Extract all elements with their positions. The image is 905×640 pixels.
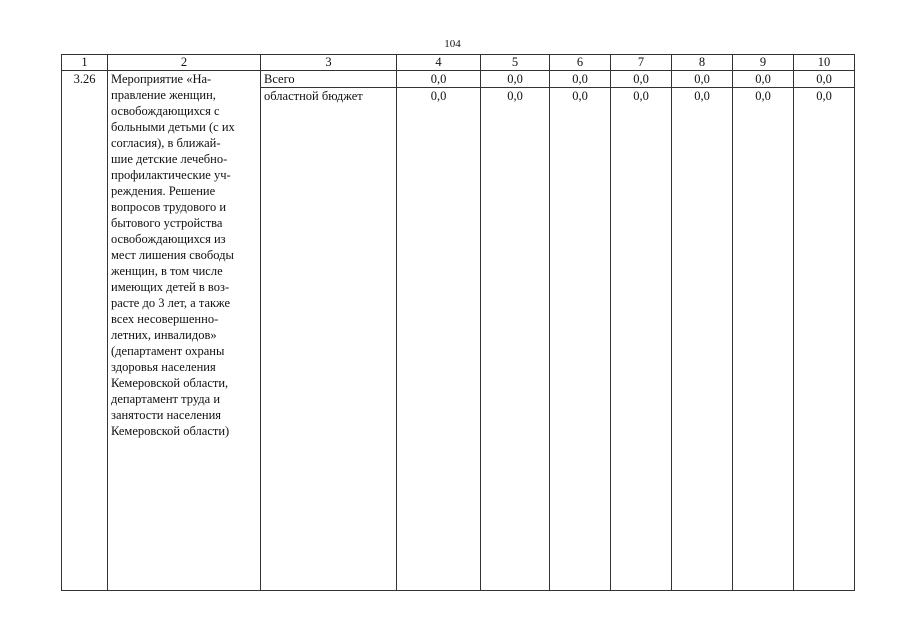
value-cell: 0,0 <box>733 71 794 88</box>
description-line: расте до 3 лет, а также <box>111 296 231 311</box>
description-line: Мероприятие «На- <box>111 72 212 87</box>
header-cell-3: 3 <box>261 55 397 71</box>
value-cell: 0,0 <box>550 71 611 88</box>
value-cell: 0,0 <box>733 88 794 591</box>
value-cell: 0,0 <box>550 88 611 591</box>
page-number: 104 <box>444 38 461 50</box>
budget-table <box>61 54 855 591</box>
header-cell-7: 7 <box>611 55 672 71</box>
header-cell-1: 1 <box>62 55 108 71</box>
description-line: реждения. Решение <box>111 184 216 199</box>
value-cell: 0,0 <box>794 88 855 591</box>
header-row <box>62 55 855 71</box>
row-description <box>108 71 261 591</box>
description-line: здоровья населения <box>111 360 216 375</box>
source-name-total: Всего <box>261 71 397 88</box>
value-cell: 0,0 <box>397 88 481 591</box>
value-cell: 0,0 <box>481 71 550 88</box>
value-cell: 0,0 <box>794 71 855 88</box>
value-cell: 0,0 <box>611 88 672 591</box>
description-line: освобождающихся с <box>111 104 220 119</box>
description-line: мест лишения свободы <box>111 248 234 263</box>
header-cell-10: 10 <box>794 55 855 71</box>
header-cell-5: 5 <box>481 55 550 71</box>
description-line: занятости населения <box>111 408 222 423</box>
description-line: (департамент охраны <box>111 344 225 359</box>
header-cell-9: 9 <box>733 55 794 71</box>
description-line: вопросов трудового и <box>111 200 227 215</box>
value-cell: 0,0 <box>672 71 733 88</box>
table-row-total <box>62 71 855 88</box>
source-name-regional-budget: областной бюджет <box>261 88 397 591</box>
value-cell: 0,0 <box>611 71 672 88</box>
description-line: больными детьми (с их <box>111 120 235 135</box>
description-line: правление женщин, <box>111 88 216 103</box>
description-line: шие детские лечебно- <box>111 152 228 167</box>
header-cell-6: 6 <box>550 55 611 71</box>
row-number: 3.26 <box>62 71 108 591</box>
description-line: департамент труда и <box>111 392 221 407</box>
description-line: Кемеровской области) <box>111 424 230 439</box>
description-line: женщин, в том числе <box>111 264 223 279</box>
description-line: летних, инвалидов» <box>111 328 217 343</box>
header-cell-2: 2 <box>108 55 261 71</box>
description-line: согласия), в ближай- <box>111 136 221 151</box>
description-line: имеющих детей в воз- <box>111 280 230 295</box>
description-line: всех несовершенно- <box>111 312 219 327</box>
value-cell: 0,0 <box>481 88 550 591</box>
value-cell: 0,0 <box>397 71 481 88</box>
value-cell: 0,0 <box>672 88 733 591</box>
description-line: Кемеровской области, <box>111 376 229 391</box>
description-line: бытового устройства <box>111 216 223 231</box>
description-line: профилактические уч- <box>111 168 231 183</box>
header-cell-8: 8 <box>672 55 733 71</box>
description-line: освобождающихся из <box>111 232 226 247</box>
header-cell-4: 4 <box>397 55 481 71</box>
